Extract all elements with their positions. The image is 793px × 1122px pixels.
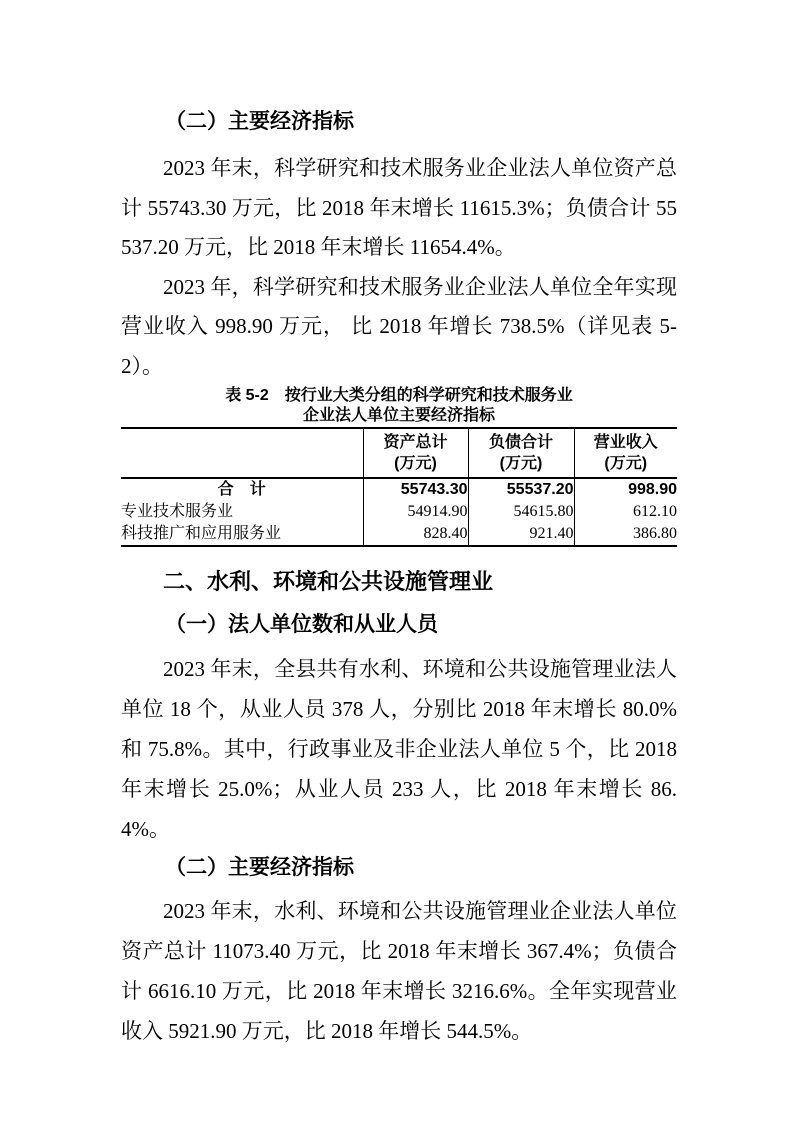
row-professional-assets: 54914.90 [363,501,468,523]
paragraph-science-revenue: 2023 年，科学研究和技术服务业企业法人单位全年实现营业收入 998.90 万元， 比 2018 年增长 738.5%（详见表 5-2）。 [121,274,677,378]
header-revenue-title: 营业收入 [593,434,658,451]
header-liabilities-unit: (万元) [499,455,543,472]
table-body [121,478,677,546]
header-revenue [574,428,677,478]
row-total-assets: 55743.30 [363,478,468,501]
header-liabilities-title: 负债合计 [488,434,553,451]
row-promotion-assets: 828.40 [363,523,468,546]
row-promotion-revenue: 386.80 [574,523,677,546]
table-header-row [121,428,677,478]
row-total-label: 合 计 [217,481,266,498]
header-liabilities [468,428,574,478]
row-professional-revenue: 612.10 [574,501,677,523]
heading-water-economic-indicators: （二）主要经济指标 [165,855,354,879]
header-assets [363,428,468,478]
header-revenue-unit: (万元) [604,455,648,472]
row-promotion-label: 科技推广和应用服务业 [121,525,282,542]
table-title-line2: 企业法人单位主要经济指标 [302,407,495,424]
table-title-line1: 表 5-2 按行业大类分组的科学研究和技术服务业 [225,387,573,404]
economic-indicators-table [121,427,677,547]
table-row-tech-promotion [121,523,677,546]
row-professional-label: 专业技术服务业 [121,503,234,520]
paragraph-water-units-employees: 2023 年末，全县共有水利、环境和公共设施管理业法人单位 18 个，从业人员 378 人，分别比 2018 年末增长 80.0%和 75.8%。其中，行政事业及非企业法人单位 5 个，比 2018 年末增长 25.0%；从业人员 233 人，比 2018 年末增长 86.4%。 [121,657,677,841]
row-promotion-liabilities: 921.40 [468,523,574,546]
page-content [121,0,677,1051]
table-row-professional-services [121,501,677,523]
header-assets-title: 资产总计 [383,434,448,451]
table-header [121,428,677,478]
heading-science-economic-indicators: （二）主要经济指标 [165,109,354,133]
heading-water-environment-section: 二、水利、环境和公共设施管理业 [163,569,494,594]
row-total-liabilities: 55537.20 [468,478,574,501]
table-row-total [121,478,677,501]
header-stub-cell [121,428,363,478]
row-professional-liabilities: 54615.80 [468,501,574,523]
paragraph-water-economic-indicators: 2023 年末，水利、环境和公共设施管理业企业法人单位资产总计 11073.40 万元，比 2018 年末增长 367.4%；负债合计 6616.10 万元，比 2018 年末增长 3216.6%。全年实现营业收入 5921.90 万元，比 2018 年增长 544.5%。 [121,899,677,1043]
heading-water-legal-units: （一）法人单位数和从业人员 [165,612,438,636]
table-title [121,386,677,426]
row-total-revenue: 998.90 [574,478,677,501]
header-assets-unit: (万元) [394,455,437,472]
paragraph-science-assets-liabilities: 2023 年末，科学研究和技术服务业企业法人单位资产总计 55743.30 万元，比 2018 年末增长 11615.3%；负债合计 55537.20 万元，比 2018 年末增长 11654.4%。 [121,156,677,259]
